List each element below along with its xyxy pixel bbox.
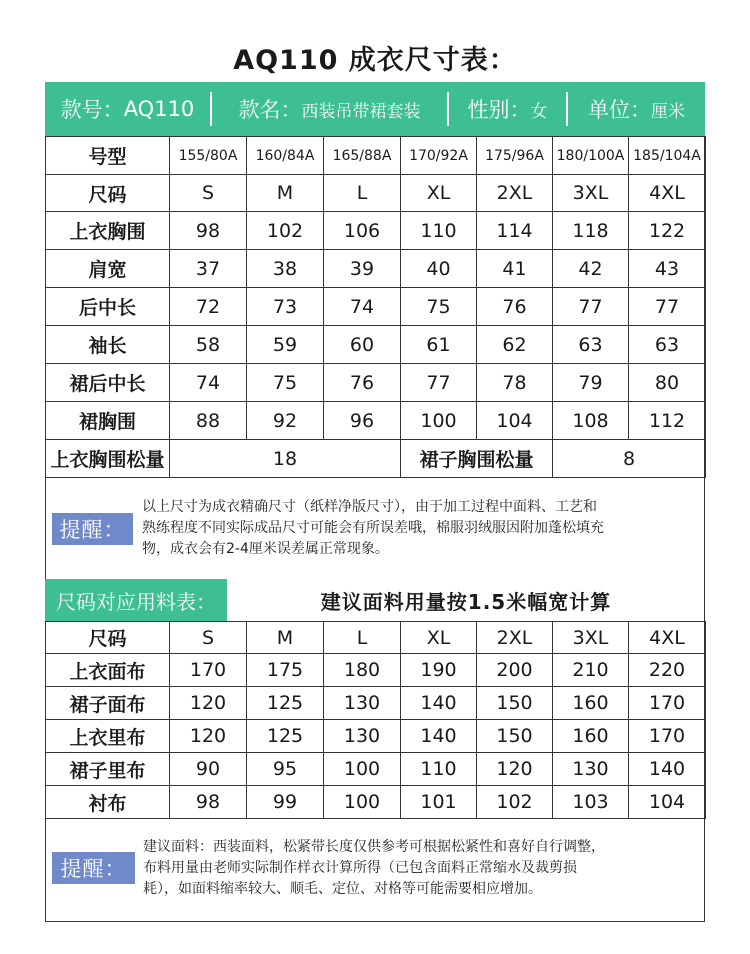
reminder-line: 建议面料：西装面料，松紧带长度仅供参考可根据松紧性和喜好自行调整， — [143, 839, 605, 855]
table-cell: 58 — [170, 326, 247, 364]
table-row — [46, 250, 706, 288]
table-cell: 75 — [247, 364, 324, 402]
size-row — [46, 622, 706, 654]
table-cell: 170 — [629, 720, 706, 753]
row-label: 上衣胸围 — [46, 212, 170, 250]
table-cell: 180 — [324, 654, 401, 687]
table-cell: 77 — [553, 288, 629, 326]
table-cell: 100 — [324, 786, 401, 819]
table-cell: 60 — [324, 326, 401, 364]
table-cell: 99 — [247, 786, 324, 819]
table-cell: 160 — [553, 720, 629, 753]
row-label: 肩宽 — [46, 250, 170, 288]
table-cell: 62 — [477, 326, 553, 364]
table-cell: 92 — [247, 402, 324, 440]
table-cell: 101 — [401, 786, 477, 819]
row-label: 裙胸围 — [46, 402, 170, 440]
table-cell: 122 — [629, 212, 706, 250]
style-name-label: 款名： — [238, 98, 302, 122]
size-cell: 3XL — [553, 622, 629, 654]
size-cell: XL — [401, 175, 477, 212]
table-cell: 38 — [247, 250, 324, 288]
model-cell: 155/80A — [170, 137, 247, 175]
row-label: 袖长 — [46, 326, 170, 364]
table-cell: 77 — [629, 288, 706, 326]
reminder-line: 以上尺寸为成衣精确尺寸（纸样净版尺寸），由于加工过程中面料、工艺和 — [142, 499, 597, 515]
size-cell: L — [324, 622, 401, 654]
table-cell: 200 — [477, 654, 553, 687]
table-cell: 100 — [324, 753, 401, 786]
size-row — [46, 175, 706, 212]
size-cell: M — [247, 622, 324, 654]
table-cell: 90 — [170, 753, 247, 786]
table-cell: 120 — [170, 687, 247, 720]
table-row — [46, 786, 706, 819]
size-cell: XL — [401, 622, 477, 654]
table-cell: 170 — [629, 687, 706, 720]
size-cell: 3XL — [553, 175, 629, 212]
model-cell: 175/96A — [477, 137, 553, 175]
fabric-reminder-tag: 提醒： — [52, 852, 135, 884]
table-cell: 150 — [477, 720, 553, 753]
table-cell: 73 — [247, 288, 324, 326]
table-cell: 104 — [477, 402, 553, 440]
size-cell: S — [170, 175, 247, 212]
size-cell: L — [324, 175, 401, 212]
top-ease-value: 18 — [170, 440, 401, 478]
table-cell: 120 — [170, 720, 247, 753]
fabric-section-header — [45, 579, 705, 621]
table-cell: 98 — [170, 786, 247, 819]
reminder-line: 物，成衣会有2-4厘米误差属正常现象。 — [142, 541, 389, 557]
table-cell: 102 — [477, 786, 553, 819]
gender — [449, 82, 566, 136]
table-cell: 74 — [170, 364, 247, 402]
table-cell: 39 — [324, 250, 401, 288]
unit-label: 单位： — [588, 98, 651, 122]
table-cell: 76 — [477, 288, 553, 326]
table-cell: 102 — [247, 212, 324, 250]
gender-value: 女 — [530, 101, 548, 122]
table-cell: 140 — [401, 687, 477, 720]
fabric-section-tag: 尺码对应用料表： — [45, 579, 227, 621]
table-cell: 43 — [629, 250, 706, 288]
table-cell: 74 — [324, 288, 401, 326]
table-cell: 170 — [170, 654, 247, 687]
size-cell: 2XL — [477, 175, 553, 212]
table-cell: 120 — [477, 753, 553, 786]
table-cell: 114 — [477, 212, 553, 250]
skirt-ease-value: 8 — [553, 440, 706, 478]
table-cell: 103 — [553, 786, 629, 819]
table-cell: 80 — [629, 364, 706, 402]
size-cell: 2XL — [477, 622, 553, 654]
table-cell: 110 — [401, 212, 477, 250]
size-cell: 4XL — [629, 622, 706, 654]
row-label: 号型 — [46, 137, 170, 175]
unit-value: 厘米 — [651, 101, 685, 122]
table-row — [46, 288, 706, 326]
table-cell: 220 — [629, 654, 706, 687]
table-cell: 118 — [553, 212, 629, 250]
reminder-line: 耗），如面料缩率较大、顺毛、定位、对格等可能需要相应增加。 — [143, 881, 542, 897]
table-cell: 140 — [629, 753, 706, 786]
table-cell: 76 — [324, 364, 401, 402]
fabric-table — [45, 621, 706, 819]
row-label: 后中长 — [46, 288, 170, 326]
table-cell: 130 — [553, 753, 629, 786]
table-row — [46, 212, 706, 250]
row-label: 衬布 — [46, 786, 170, 819]
table-cell: 125 — [247, 687, 324, 720]
table-cell: 79 — [553, 364, 629, 402]
style-name — [212, 82, 447, 136]
table-cell: 110 — [401, 753, 477, 786]
row-label: 裙子面布 — [46, 687, 170, 720]
table-cell: 150 — [477, 687, 553, 720]
style-name-value: 西装吊带裙套装 — [301, 101, 421, 122]
reminder-tag: 提醒： — [52, 513, 133, 545]
style-number-label: 款号： — [60, 98, 124, 122]
table-cell: 100 — [401, 402, 477, 440]
reminder-line: 熟练程度不同实际成品尺寸可能会有所误差哦，棉服羽绒服因附加蓬松填充 — [142, 520, 604, 536]
table-cell: 125 — [247, 720, 324, 753]
table-cell: 77 — [401, 364, 477, 402]
table-cell: 175 — [247, 654, 324, 687]
fabric-section-title: 建议面料用量按1.5米幅宽计算 — [320, 589, 612, 614]
skirt-ease-label: 裙子胸围松量 — [401, 440, 553, 478]
row-label: 尺码 — [46, 622, 170, 654]
table-row — [46, 402, 706, 440]
size-table — [45, 136, 706, 478]
unit — [568, 82, 705, 136]
table-row — [46, 753, 706, 786]
table-cell: 95 — [247, 753, 324, 786]
size-cell: 4XL — [629, 175, 706, 212]
page-title: AQ110 成衣尺寸表： — [233, 45, 517, 76]
table-row — [46, 654, 706, 687]
table-cell: 98 — [170, 212, 247, 250]
table-row — [46, 326, 706, 364]
size-cell: S — [170, 622, 247, 654]
reminder-line: 布料用量由老师实际制作样衣计算所得（已包含面料正常缩水及裁剪损 — [143, 860, 577, 876]
model-row — [46, 137, 706, 175]
table-cell: 63 — [553, 326, 629, 364]
table-cell: 72 — [170, 288, 247, 326]
table-cell: 59 — [247, 326, 324, 364]
reminder-text — [142, 497, 702, 560]
table-row — [46, 720, 706, 753]
table-cell: 37 — [170, 250, 247, 288]
table-cell: 41 — [477, 250, 553, 288]
model-cell: 165/88A — [324, 137, 401, 175]
ease-row — [46, 440, 706, 478]
table-cell: 96 — [324, 402, 401, 440]
row-label: 尺码 — [46, 175, 170, 212]
top-ease-label: 上衣胸围松量 — [46, 440, 170, 478]
table-cell: 160 — [553, 687, 629, 720]
row-label: 裙后中长 — [46, 364, 170, 402]
table-row — [46, 687, 706, 720]
table-row — [46, 364, 706, 402]
fabric-reminder-text — [143, 837, 703, 900]
row-label: 上衣面布 — [46, 654, 170, 687]
table-cell: 75 — [401, 288, 477, 326]
gender-label: 性别： — [467, 98, 531, 122]
table-cell: 104 — [629, 786, 706, 819]
table-cell: 140 — [401, 720, 477, 753]
model-cell: 185/104A — [629, 137, 706, 175]
style-number — [45, 82, 210, 136]
model-cell: 170/92A — [401, 137, 477, 175]
header-bar — [45, 82, 705, 136]
table-cell: 40 — [401, 250, 477, 288]
table-cell: 106 — [324, 212, 401, 250]
table-cell: 61 — [401, 326, 477, 364]
row-label: 裙子里布 — [46, 753, 170, 786]
size-cell: M — [247, 175, 324, 212]
row-label: 上衣里布 — [46, 720, 170, 753]
model-cell: 180/100A — [553, 137, 629, 175]
model-cell: 160/84A — [247, 137, 324, 175]
table-cell: 108 — [553, 402, 629, 440]
table-cell: 112 — [629, 402, 706, 440]
style-number-value: AQ110 — [123, 97, 195, 121]
table-cell: 88 — [170, 402, 247, 440]
table-cell: 63 — [629, 326, 706, 364]
table-cell: 210 — [553, 654, 629, 687]
table-cell: 130 — [324, 687, 401, 720]
table-cell: 130 — [324, 720, 401, 753]
table-cell: 78 — [477, 364, 553, 402]
table-cell: 42 — [553, 250, 629, 288]
table-cell: 190 — [401, 654, 477, 687]
